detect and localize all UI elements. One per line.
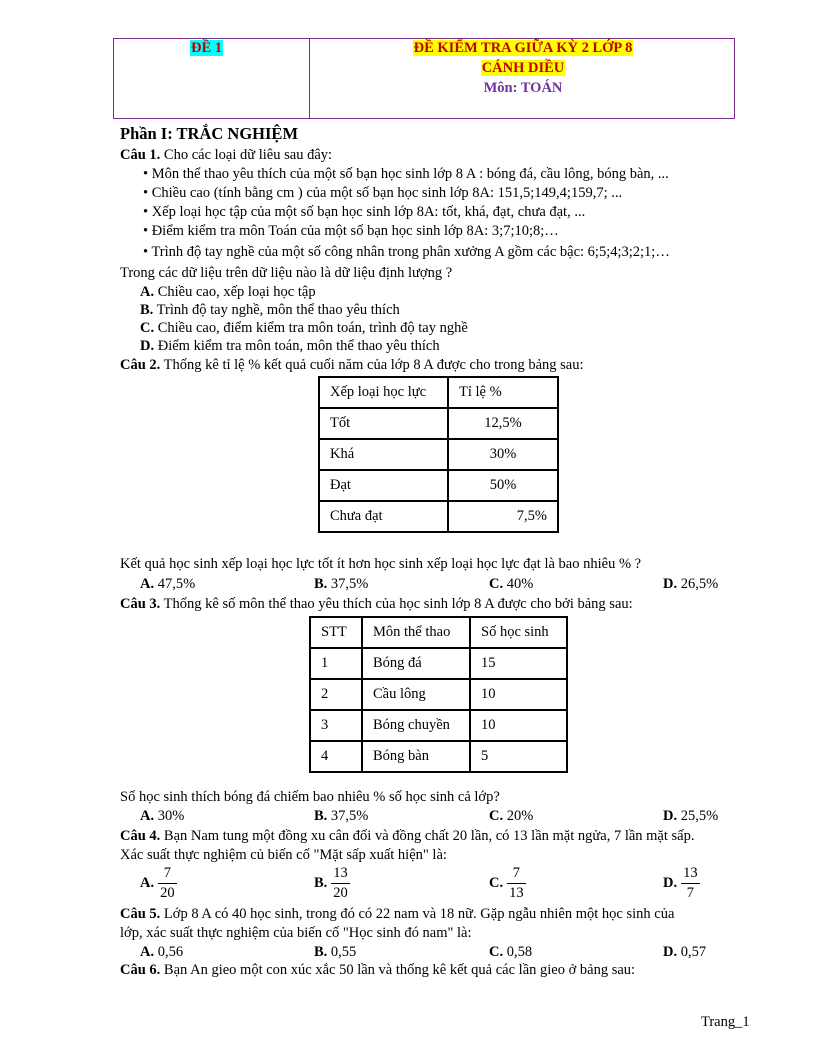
q1-bullet-4: • Điểm kiểm tra môn Toán của một số bạn học sinh lớp 8A: 3;7;10;8;… [143,223,559,239]
q5-stem [120,906,674,923]
table-row [310,617,567,648]
q1-bullet-1: • Môn thể thao yêu thích của một số bạn học sinh lớp 8 A : bóng đá, cầu lông, bóng bàn, ... [143,166,669,182]
q3-option-c: C. 20% [489,808,534,824]
table-cell: Bóng chuyền [362,710,470,741]
q1-stem [120,147,332,164]
q4-option-c: C. $\frac{7}{13}$ [489,865,524,901]
fraction: $\frac{7}{13}$ [509,865,524,901]
table-cell: Khá [319,439,448,470]
table-row [310,679,567,710]
exam-code-label: ĐỀ 1 [191,40,223,56]
table-header-cell: STT [310,617,362,648]
table-row [310,648,567,679]
table-header-cell: Tỉ lệ % [448,377,558,408]
exam-title-line2 [0,60,816,77]
q2-option-d: D. 26,5% [663,576,719,592]
table-cell: 10 [470,710,567,741]
table-header-cell: Số học sinh [470,617,567,648]
page-number: Trang_1 [701,1014,750,1030]
table-cell: 1 [310,648,362,679]
q5-label: Câu 5. [120,906,161,922]
q3-option-b: B. 37,5% [314,808,369,824]
q5-option-a: A. 0,56 [140,944,184,960]
q3-text: Thống kê số môn thể thao yêu thích của học sinh lớp 8 A được cho bởi bảng sau: [160,596,633,612]
table-cell: 10 [470,679,567,710]
table-cell: Bóng đá [362,648,470,679]
q2-table [318,376,559,533]
table-cell: 2 [310,679,362,710]
exam-title-line1 [0,40,816,57]
q2-option-b: B. 37,5% [314,576,369,592]
q1-bullet-2: • Chiều cao (tính bằng cm ) của một số bạn học sinh lớp 8A: 151,5;149,4;159,7; ... [143,185,623,201]
q4-option-a: A. $\frac{7}{20}$ [140,865,175,901]
q5-text: Lớp 8 A có 40 học sinh, trong đó có 22 nam và 18 nữ. Gặp ngẫu nhiên một học sinh của [160,906,675,922]
q3-option-d: D. 25,5% [663,808,719,824]
table-cell: Bóng bàn [362,741,470,772]
part1-title: Phần I: TRẮC NGHIỆM [120,124,299,143]
q2-option-a: A. 47,5% [140,576,196,592]
q3-option-a: A. 30% [140,808,185,824]
q5-question: lớp, xác suất thực nghiệm của biến cố "Học sinh đó nam" là: [120,925,472,941]
exam-title-2: CÁNH DIỀU [481,60,565,76]
q6-text: Bạn An gieo một con xúc xắc 50 lần và thống kê kết quả các lần gieo ở bảng sau: [160,962,636,978]
exam-title-1: ĐỀ KIỂM TRA GIỮA KỲ 2 LỚP 8 [413,40,633,56]
table-cell: Tốt [319,408,448,439]
q2-stem [120,357,584,374]
q1-option-c: C. Chiều cao, điểm kiểm tra môn toán, trình độ tay nghề [140,320,468,336]
q1-question: Trong các dữ liệu trên dữ liệu nào là dữ liệu định lượng ? [120,265,453,281]
table-cell: Đạt [319,470,448,501]
q1-option-a: A. Chiều cao, xếp loại học tập [140,284,316,300]
table-header-cell: Môn thể thao [362,617,470,648]
q4-label: Câu 4. [120,828,161,844]
q4-stem [120,828,694,845]
table-row [319,377,558,408]
q1-text: Cho các loại dữ liêu sau đây: [163,147,333,163]
table-cell: 15 [470,648,567,679]
q4-option-b: B. $\frac{13}{20}$ [314,865,348,901]
q2-question: Kết quả học sinh xếp loại học lực tốt ít hơn học sinh xếp loại học lực đạt là bao nhiêu % ? [120,556,642,572]
q3-question: Số học sinh thích bóng đá chiếm bao nhiêu % số học sinh cả lớp? [120,789,500,805]
q3-stem [120,596,633,613]
q1-option-d: D. Điểm kiểm tra môn toán, môn thể thao yêu thích [140,338,440,354]
subject-label: Môn: TOÁN [483,80,563,96]
q2-option-c: C. 40% [489,576,534,592]
fraction: $\frac{13}{7}$ [683,865,698,901]
q1-option-b: B. Trình độ tay nghề, môn thể thao yêu thích [140,302,400,318]
table-cell: 4 [310,741,362,772]
table-header-cell: Xếp loại học lực [319,377,448,408]
table-row [319,470,558,501]
q6-stem [120,962,635,979]
q4-text: Bạn Nam tung một đồng xu cân đối và đồng chất 20 lần, có 13 lần mặt ngửa, 7 lần mặt sấp. [160,828,695,844]
table-cell: 12,5% [448,408,558,439]
q5-option-c: C. 0,58 [489,944,533,960]
fraction: $\frac{13}{20}$ [333,865,348,901]
table-row [319,501,558,532]
table-cell: Chưa đạt [319,501,448,532]
q3-table [309,616,568,773]
table-row [310,741,567,772]
table-cell: Cầu lông [362,679,470,710]
table-row [319,408,558,439]
table-cell: 30% [448,439,558,470]
table-row [310,710,567,741]
q1-label: Câu 1. [120,147,161,163]
table-cell: 5 [470,741,567,772]
q2-text: Thống kê tỉ lệ % kết quả cuối năm của lớp 8 A được cho trong bảng sau: [160,357,584,373]
table-cell: 50% [448,470,558,501]
table-row [319,439,558,470]
q4-question: Xác suất thực nghiệm củ biến cố "Mặt sấp xuất hiện" là: [120,847,447,863]
q5-option-d: D. 0,57 [663,944,707,960]
q2-label: Câu 2. [120,357,161,373]
q5-option-b: B. 0,55 [314,944,357,960]
q6-label: Câu 6. [120,962,161,978]
exam-subject [0,80,816,97]
table-cell: 3 [310,710,362,741]
q4-option-d: D. $\frac{13}{7}$ [663,865,698,901]
q1-bullet-5: • Trình độ tay nghề của một số công nhân trong phân xưởng A gồm các bậc: 6;5;4;3;2;1;… [143,244,670,260]
fraction: $\frac{7}{20}$ [160,865,175,901]
q3-label: Câu 3. [120,596,161,612]
q1-bullet-3: • Xếp loại học tập của một số bạn học sinh lớp 8A: tốt, khá, đạt, chưa đạt, ... [143,204,586,220]
table-cell: 7,5% [448,501,558,532]
